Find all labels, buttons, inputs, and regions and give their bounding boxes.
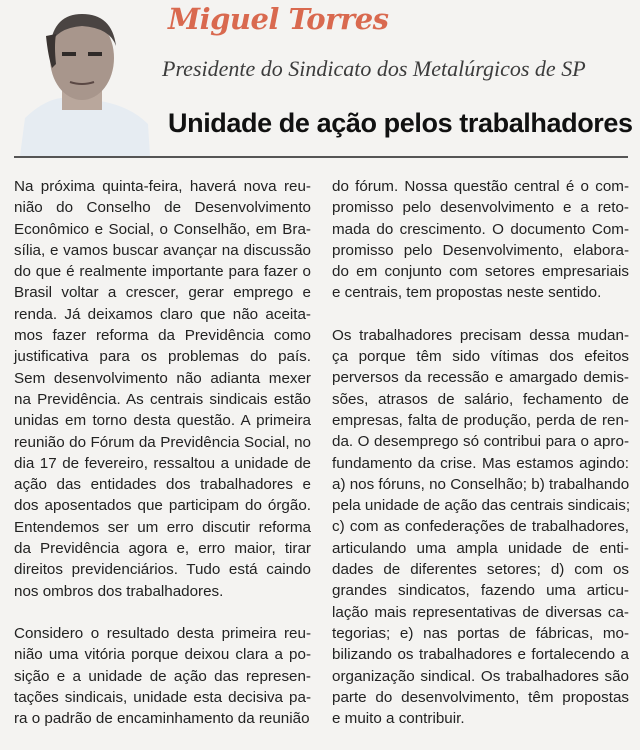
text-line: tegorias; e) nas portas de fábricas, mo- xyxy=(332,624,629,642)
author-role: Presidente do Sindicato dos Metalúrgicos de SP xyxy=(162,56,586,81)
text-line: renda. Já deixamos claro que não aceita- xyxy=(14,305,311,323)
text-line: nos ombros dos trabalhadores. xyxy=(14,582,224,600)
text-line: reunião do Fórum da Previdência Social, no xyxy=(14,433,311,451)
column-right xyxy=(332,176,629,750)
text-line: organização sindical. Os trabalhadores são xyxy=(332,667,629,685)
text-line: ação das entidades dos trabalhadores e xyxy=(14,476,311,494)
text-line: sília, e vamos buscar avançar na discussão xyxy=(14,241,311,259)
text-line: mos fazer reforma da Previdência como xyxy=(14,327,311,345)
text-line: a) nos fóruns, no Conselhão; b) trabalhando xyxy=(332,475,630,493)
text-line: tações sindicais, unidade esta decisiva pa- xyxy=(14,688,311,706)
text-line: promisso pelo Desenvolvimento, elabora- xyxy=(332,241,629,259)
text-line: Brasil voltar a crescer, gerar emprego e xyxy=(14,284,311,302)
text-line: e centrais, tem propostas neste sentido. xyxy=(332,284,602,302)
text-line: mada do crescimento. O documento Com- xyxy=(332,220,629,238)
text-line: empresas, falta de produção, perda de ren- xyxy=(332,411,629,429)
text-line: unidas em torno desta questão. A primeira xyxy=(14,412,311,430)
text-line: sões, atrasos de salário, fechamento de xyxy=(332,390,629,408)
paragraph xyxy=(332,176,629,304)
paragraph xyxy=(14,623,311,729)
text-line: direitos previdenciários. Tudo está caindo xyxy=(14,561,311,579)
text-line: do fórum. Nossa questão central é o com- xyxy=(332,178,629,195)
text-line: na Previdência. As centrais sindicais estão xyxy=(14,390,311,408)
text-line: parte do desenvolvimento, têm propostas xyxy=(332,688,629,706)
text-line: da. O desemprego só contribui para o apro- xyxy=(332,433,629,451)
text-line: dia 17 de fevereiro, ressaltou a unidade de xyxy=(14,454,311,472)
paragraph xyxy=(14,176,311,602)
text-line: articulando uma ampla unidade de enti- xyxy=(332,539,629,557)
paragraph xyxy=(332,325,629,730)
author-photo xyxy=(20,6,150,156)
text-line: do em conjunto com setores empresariais xyxy=(332,263,629,281)
text-line: promisso pelo desenvolvimento e a reto- xyxy=(332,199,629,217)
text-line: Entendemos ser um erro discutir reforma xyxy=(14,518,311,536)
author-name: Miguel Torres xyxy=(168,2,389,36)
header-divider xyxy=(14,156,628,158)
text-line: nião do Conselho de Desenvolvimento xyxy=(14,199,311,217)
text-line: fundamento da crise. Mas estamos agindo: xyxy=(332,454,629,472)
text-line: Os trabalhadores precisam dessa mudan- xyxy=(332,326,629,344)
text-line: lação mais representativas de diversas ca- xyxy=(332,603,629,621)
text-line: bilizando os trabalhadores e fortalecendo a xyxy=(332,646,629,664)
text-line: perversos da recessão e amargado demis- xyxy=(332,369,629,387)
text-line: grandes sindicatos, fazendo uma articu- xyxy=(332,582,629,600)
text-line: da Previdência agora e, erro maior, tirar xyxy=(14,540,311,558)
text-line: c) com as confederações de trabalhadores, xyxy=(332,518,629,536)
text-line: sição e a unidade de ação das represen- xyxy=(14,667,311,685)
text-line: Considero o resultado desta primeira reu- xyxy=(14,624,311,642)
text-line: do que é realmente importante para fazer o xyxy=(14,263,311,281)
text-line: e muito a contribuir. xyxy=(332,710,465,728)
text-line: dos aposentados que participam do órgão. xyxy=(14,497,311,515)
text-line: Econômico e Social, o Conselhão, em Bra- xyxy=(14,220,311,238)
text-line: ça porque têm sido vítimas dos efeitos xyxy=(332,348,629,366)
text-line: dades de diferentes setores; d) com os xyxy=(332,561,629,579)
text-line: Sem desenvolvimento não adianta mexer xyxy=(14,369,311,387)
text-line: justificativa para os problemas do país. xyxy=(14,348,311,366)
text-line: ra o padrão de encaminhamento da reunião xyxy=(14,710,310,728)
text-line: Na próxima quinta-feira, haverá nova reu- xyxy=(14,178,311,195)
text-line: pela unidade de ação das centrais sindicais; xyxy=(332,497,631,515)
column-left xyxy=(14,176,311,750)
article-title: Unidade de ação pelos trabalhadores xyxy=(168,108,633,138)
text-line: nião uma vitória porque deixou clara a po- xyxy=(14,646,311,664)
